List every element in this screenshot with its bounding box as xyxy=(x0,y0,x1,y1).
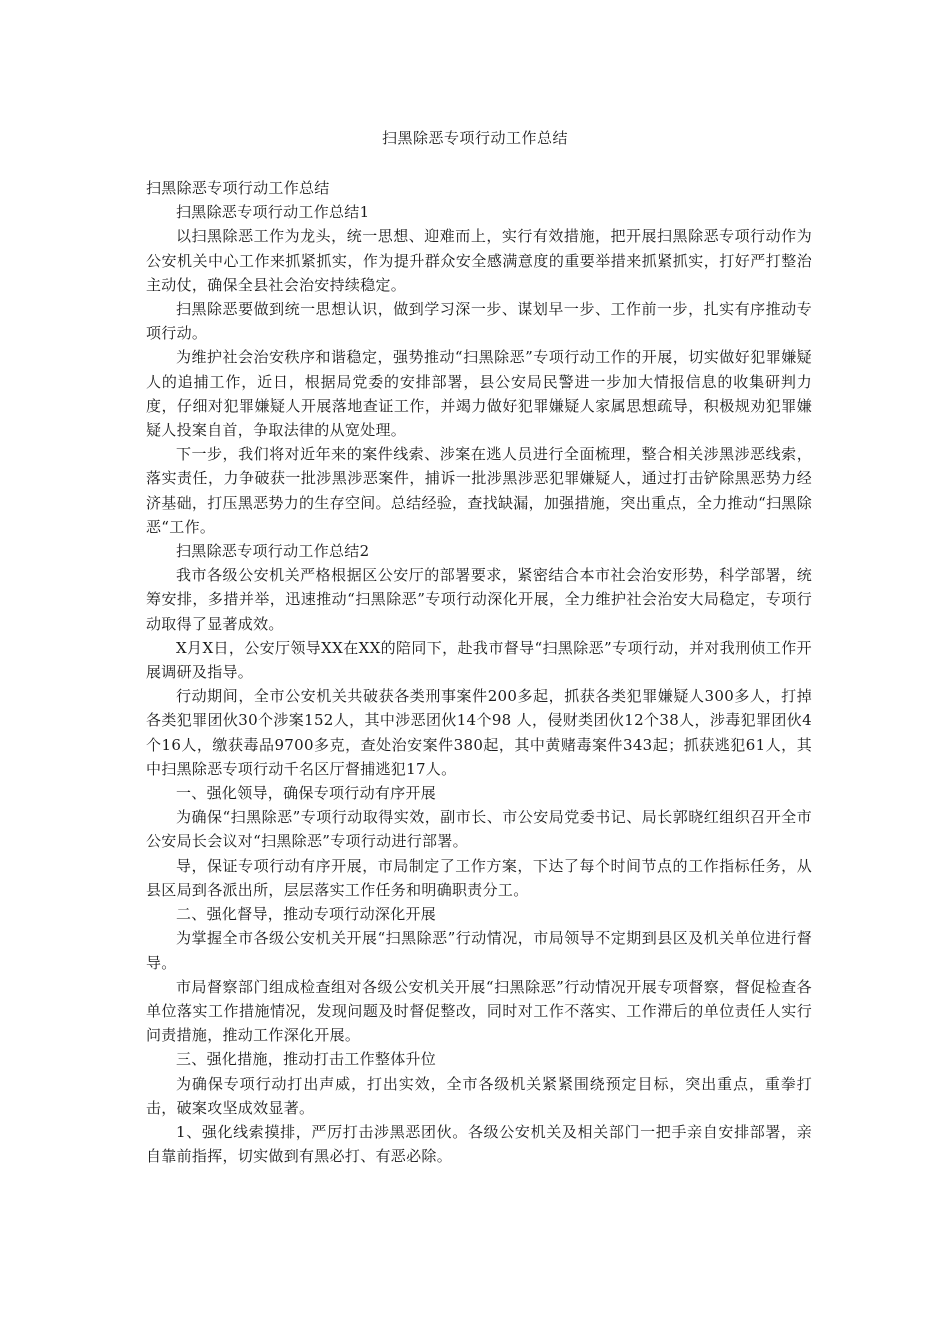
paragraph: 以扫黑除恶工作为龙头，统一思想、迎难而上，实行有效措施，把开展扫黑除恶专项行动作为公安机关中心工作来抓紧抓实，作为提升群众安全感满意度的重要举措来抓紧抓实，打好严打整治主动仗，确保全县社会治安持续稳定。 xyxy=(146,227,812,294)
paragraph: 下一步，我们将对近年来的案件线索、涉案在逃人员进行全面梳理，整合相关涉黑涉恶线索，落实责任，力争破获一批涉黑涉恶案件，捕诉一批涉黑涉恶犯罪嫌疑人，通过打击铲除黑恶势力经济基础，打压黑恶势力的生存空间。总结经验，查找缺漏，加强措施，突出重点，全力推动“扫黑除恶“工作。 xyxy=(146,445,812,536)
subheading-3: 三、强化措施，推动打击工作整体升位 xyxy=(176,1050,437,1069)
paragraph: 导，保证专项行动有序开展，市局制定了工作方案，下达了每个时间节点的工作指标任务，从县区局到各派出所，层层落实工作任务和明确职责分工。 xyxy=(146,856,812,899)
paragraph: 为确保“扫黑除恶”专项行动取得实效，副市长、市公安局党委书记、局长郭晓红组织召开全市公安局长会议对“扫黑除恶”专项行动进行部署。 xyxy=(146,808,812,851)
paragraph: 为确保专项行动打出声威，打出实效，全市各级机关紧紧围绕预定目标，突出重点，重拳打击，破案攻坚成效显著。 xyxy=(146,1074,812,1117)
paragraph: 为掌握全市各级公安机关开展“扫黑除恶”行动情况，市局领导不定期到县区及机关单位进行督导。 xyxy=(146,929,812,972)
document-body xyxy=(146,176,812,1168)
paragraph-heading: 扫黑除恶专项行动工作总结 xyxy=(146,179,330,197)
paragraph: 我市各级公安机关严格根据区公安厅的部署要求，紧密结合本市社会治安形势，科学部署，统筹安排，多措并举，迅速推动“扫黑除恶”专项行动深化开展，全力维护社会治安大局稳定，专项行动取得了显著成效。 xyxy=(146,566,812,633)
paragraph: 1、强化线索摸排，严厉打击涉黑恶团伙。各级公安机关及相关部门一把手亲自安排部署，亲自靠前指挥，切实做到有黑必打、有恶必除。 xyxy=(146,1122,812,1166)
subheading-1: 一、强化领导，确保专项行动有序开展 xyxy=(176,784,437,803)
paragraph: 为维护社会治安秩序和谐稳定，强势推动“扫黑除恶”专项行动工作的开展，切实做好犯罪嫌疑人的追捕工作，近日，根据局党委的安排部署，县公安局民警进一步加大情报信息的收集研判力度，仔细对犯罪嫌疑人开展落地查证工作，并竭力做好犯罪嫌疑人家属思想疏导，积极规劝犯罪嫌疑人投案自首，争取法律的从宽处理。 xyxy=(146,348,812,440)
paragraph: X月X日，公安厅领导XX在XX的陪同下，赴我市督导“扫黑除恶”专项行动，并对我刑侦工作开展调研及指导。 xyxy=(146,638,812,682)
document-title: 扫黑除恶专项行动工作总结 xyxy=(381,129,568,147)
paragraph: 市局督察部门组成检查组对各级公安机关开展“扫黑除恶”行动情况开展专项督察，督促检查各单位落实工作措施情况，发现问题及时督促整改，同时对工作不落实、工作滞后的单位责任人实行问责措施，推动工作深化开展。 xyxy=(146,977,812,1045)
paragraph-section-title-2: 扫黑除恶专项行动工作总结2 xyxy=(176,542,370,561)
paragraph: 扫黑除恶要做到统一思想认识，做到学习深一步、谋划早一步、工作前一步，扎实有序推动专项行动。 xyxy=(146,300,812,343)
subheading-2: 二、强化督导，推动专项行动深化开展 xyxy=(176,905,437,924)
paragraph-section-title-1: 扫黑除恶专项行动工作总结1 xyxy=(176,203,370,222)
paragraph: 行动期间，全市公安机关共破获各类刑事案件200多起，抓获各类犯罪嫌疑人300多人，打掉各类犯罪团伙30个涉案152人，其中涉恶团伙14个98 人，侵财类团伙12个38人，涉毒犯罪团伙4个16人，缴获毒品9700多克，查处治安案件380起，其中黄赌毒案件343起；抓获逃犯61人，其中扫黑除恶专项行动千名区厅督捕逃犯17人。 xyxy=(146,687,812,778)
